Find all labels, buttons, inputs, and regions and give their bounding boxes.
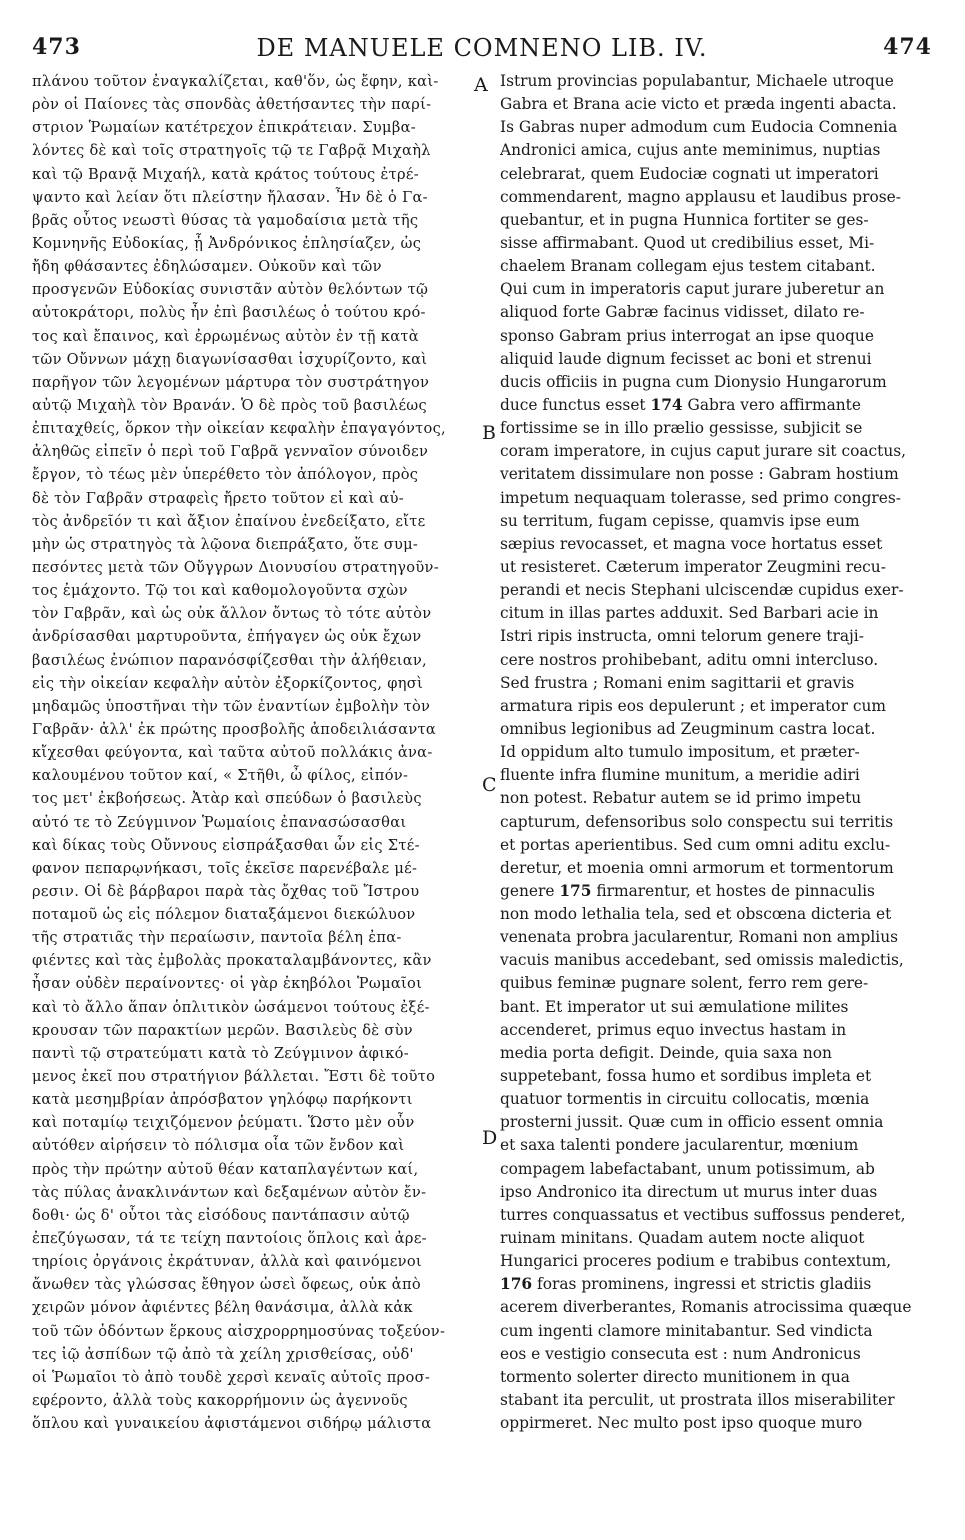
greek-text-line: μηδαμῶς ὑποστῆναι τὴν τῶν ἐναντίων ἐμβολὴν τὸν [32, 697, 431, 715]
latin-text-line: vacuis manibus accedebant, sed omissis maledictis, [500, 951, 904, 970]
latin-text-line: chaelem Branam collegam ejus testem citabant. [500, 257, 876, 276]
latin-text-line: aliquod forte Gabræ facinus vidisset, dilato re- [500, 303, 865, 322]
greek-text-line: δὲ τὸν Γαβρᾶν στραφεὶς ἤρετο τοῦτον εἰ καὶ αὐ- [32, 489, 404, 507]
page-number-right: 474 [883, 34, 932, 60]
latin-text-line: 176 foras prominens, ingressi et strictis gladiis [500, 1275, 872, 1294]
greek-text-line: καὶ τῷ Βρανᾷ Μιχαήλ, κατὰ κράτος τούτους ἐτρέ- [32, 165, 419, 183]
margin-marker-d: D [482, 1127, 498, 1149]
greek-text-line: χειρῶν μόνον ἀφιέντες βέλη θανάσιμα, ἀλλὰ κἀκ [32, 1299, 413, 1317]
greek-text-line: μενος ἐκεῖ που στρατήγιον βάλλεται. Ἔστι δὲ τοῦτο [32, 1068, 436, 1086]
latin-text-line: armatura ripis eos depulerunt ; et imperator cum [500, 696, 886, 715]
greek-text-line: αὐτοκράτορι, πολὺς ἦν ἐπὶ βασιλέως ὁ τούτου κρό- [32, 304, 426, 322]
latin-text-line: omnibus legionibus ad Zeugminum castra locat. [500, 719, 876, 738]
latin-text-line: non potest. Rebatur autem se id primo impetu [500, 789, 862, 808]
greek-text-line: κἴχεσθαι φεύγοντα, καὶ ταῦτα αὐτοῦ πολλάκις ἀνα- [32, 744, 433, 762]
latin-text-line: oppirmeret. Nec multo post ipso quoque muro [500, 1414, 863, 1433]
latin-text-line: compagem labefactabant, unum potissimum, ab [500, 1159, 875, 1178]
greek-text-line: ἦσαν οὐδὲν περαίνοντες· οἱ γὰρ ἐκηβόλοι Ῥωμαῖοι [32, 975, 423, 993]
latin-text-column [500, 70, 928, 1435]
latin-text-line: veritatem dissimulare non posse : Gabram hostium [500, 465, 899, 484]
latin-text-line: Gabra et Brana acie victo et præda ingenti abacta. [500, 95, 897, 114]
greek-text-line: αὐτῷ Μιχαὴλ τὸν Βρανάν. Ὁ δὲ πρὸς τοῦ βασιλέως [32, 396, 427, 414]
latin-text-line: suppetebant, fossa humo et sordibus impleta et [500, 1067, 872, 1086]
greek-text-line: ἀληθῶς εἰπεῖν ὁ περὶ τοῦ Γαβρᾶ γενναῖον σύνοιδεν [32, 443, 429, 461]
latin-text-line: quebantur, et in pugna Hunnica fortiter se ges- [500, 210, 869, 229]
greek-text-line: τῶν Οὔννων μάχῃ διαγωνίσασθαι ἰσχυρίζοντο, καὶ [32, 350, 428, 368]
latin-text-line: et portas aperientibus. Sed cum omni aditu exclu- [500, 835, 891, 854]
latin-text-line: prosterni jussit. Quæ cum in officio essent omnia [500, 1113, 884, 1132]
greek-text-line: ρὸν οἱ Παίονες τὰς σπονδὰς ἀθετήσαντες τὴν παρί- [32, 96, 432, 114]
latin-text-line: cum ingenti clamore minitabantur. Sed vindicta [500, 1321, 873, 1340]
greek-text-line: ἤδη φθάσαντες ἐδηλώσαμεν. Οὐκοῦν καὶ τῶν [32, 258, 382, 276]
greek-text-line: πρὸς τὴν πρώτην αὐτοῦ θέαν καταπλαγέντων καί, [32, 1160, 419, 1178]
greek-text-line: ἐπιταχθείς, ὅρκον τὴν οἰκείαν κεφαλὴν ἐπαγαγόντος, [32, 420, 446, 438]
margin-marker-b: B [482, 422, 496, 444]
greek-text-line: ρεσιν. Οἱ δὲ βάρβαροι παρὰ τὰς ὄχθας τοῦ Ἴστρου [32, 882, 420, 900]
greek-text-line: ἔργον, τὸ τέως μὲν ὑπερέθετο τὸν ἀπόλογον, πρὸς [32, 466, 419, 484]
greek-text-line: τες ἰῷ ἀσπίδων τῷ ἀπὸ τὰ χείλη χρισθείσας, οὐδ' [32, 1345, 414, 1363]
latin-text-line: ruinam minitans. Quadam autem nocte aliquot [500, 1229, 865, 1248]
latin-text-line: Is Gabras nuper admodum cum Eudocia Comnenia [500, 118, 898, 137]
greek-text-line: προσγενῶν Εὐδοκίας συνιστᾶν αὐτὸν θελόντων τῷ [32, 281, 429, 299]
greek-text-line: καὶ δίκας τοὺς Οὔννους εἰσπράξασθαι ὧν εἰς Στέ- [32, 836, 420, 854]
greek-text-line: μὴν ὡς στρατηγὸς τὰ λῷονα διεπράξατο, ὅτε συμ- [32, 535, 419, 553]
latin-text-line: fortissime se in illo prælio gessisse, subjicit se [500, 419, 863, 438]
latin-text-line: ducis officiis in pugna cum Dionysio Hungarorum [500, 372, 887, 391]
greek-text-line: στριον Ῥωμαίων κατέτρεχον ἐπικράτειαν. Συμβα- [32, 119, 416, 137]
latin-text-line: commendarent, magno applausu et laudibus prose- [500, 187, 901, 206]
margin-marker-a: A [474, 74, 488, 96]
greek-text-line: ὅπλου καὶ γυναικείου ἀφιστάμενοι σιδήρῳ μάλιστα [32, 1415, 432, 1433]
greek-text-line: αὐτό τε τὸ Ζεύγμινον Ῥωμαίοις ἐπανασώσασθαι [32, 813, 407, 831]
greek-text-line: ἄνωθεν τὰς γλώσσας ἔθηγον ὡσεὶ ὄφεως, οὐκ ἀπὸ [32, 1276, 421, 1294]
latin-text-line: media porta defigit. Deinde, quia saxa non [500, 1043, 832, 1062]
greek-text-line: καὶ ποταμίῳ τειχιζόμενον ῥεύματι. Ὥστο μὲν οὖν [32, 1114, 415, 1132]
greek-text-line: Κομνηνῆς Εὐδοκίας, ᾗ Ἀνδρόνικος ἐπλησίαζεν, ὡς [32, 234, 422, 252]
latin-text-line: et saxa talenti pondere jacularentur, mœnium [500, 1136, 859, 1155]
latin-text-line: Hungarici proceres podium e trabibus contextum, [500, 1252, 892, 1271]
latin-text-line: deretur, et moenia omni armorum et tormentorum [500, 858, 894, 877]
latin-text-line: stabant ita perculit, ut prostrata illos miserabiliter [500, 1391, 895, 1410]
page-header [32, 34, 932, 60]
latin-text-line: eos e vestigio consecuta est : num Andronicus [500, 1344, 861, 1363]
latin-text-line: turres conquassatus et vectibus suffossus penderet, [500, 1205, 906, 1224]
latin-text-line: duce functus esset 174 Gabra vero affirmante [500, 395, 861, 414]
section-number: 176 [500, 1275, 533, 1294]
greek-text-line: εἰς τὴν οἰκείαν κεφαλὴν αὐτὸν ἐξορκίζοντος, φησὶ [32, 674, 424, 692]
latin-text-line: celebrarat, quem Eudociæ cognati ut imperatori [500, 164, 879, 183]
greek-text-line: κρουσαν τῶν παρακτίων μερῶν. Βασιλεὺς δὲ σὺν [32, 1021, 413, 1039]
greek-text-line: οἱ Ῥωμαῖοι τὸ ἀπὸ τουδὲ χερσὶ κεναῖς αὐτοῖς προσ- [32, 1368, 431, 1386]
latin-text-line: perandi et necis Stephani ulciscendæ cupidus exer- [500, 581, 904, 600]
greek-text-line: παρῆγον τῶν λεγομένων μάρτυρα τὸν συστράτηγον [32, 373, 430, 391]
latin-text-line: citum in illas partes adduxit. Sed Barbari acie in [500, 604, 879, 623]
greek-text-line: τοῦ τῶν ὀδόντων ἕρκους αἰσχρορρημοσύνας τοξεύον- [32, 1322, 446, 1340]
greek-text-line: καλουμένου τοῦτον καί, « Στῆθι, ὦ φίλος, εἰπόν- [32, 767, 409, 785]
greek-text-line: τος ἐμάχοντο. Τῷ τοι καὶ καθομολογοῦντα σχὼν [32, 582, 408, 600]
latin-text-line: Andronici amica, cujus ante meminimus, nuptias [500, 141, 881, 160]
greek-text-line: βασιλέως ἐνώπιον παρανόσφίζεσθαι τὴν ἀλήθειαν, [32, 651, 427, 669]
greek-text-line: ἀνδρίσασθαι μαρτυροῦντα, ἐπήγαγεν ὡς οὐκ ἔχων [32, 628, 422, 646]
latin-text-line: fluente infra flumine munitum, a meridie adiri [500, 766, 860, 785]
latin-text-line: acerem diverberantes, Romanis atrocissima quæque [500, 1298, 912, 1317]
latin-text-line: genere 175 firmarentur, et hostes de pinnaculis [500, 881, 875, 900]
greek-text-line: ἐπεζύγωσαν, τά τε τείχη παντοίοις ὅπλοις καὶ ἀρε- [32, 1230, 427, 1248]
greek-text-line: τὸν Γαβρᾶν, καὶ ὡς οὐκ ἄλλον ὄντως τὸ τότε αὐτὸν [32, 605, 432, 623]
greek-text-line: εφέροντο, ἀλλὰ τοὺς κακορρήμονιν ὡς ἀγεννοῦς [32, 1392, 408, 1410]
latin-text-line: bant. Et imperator ut sui æmulatione milites [500, 997, 849, 1016]
greek-text-line: τὰς πύλας ἀνακλινάντων καὶ δεξαμένων αὐτὸν ἔν- [32, 1183, 427, 1201]
greek-text-line: τῆς στρατιᾶς τὴν περαίωσιν, παντοῖα βέλη ἐπα- [32, 929, 402, 947]
latin-text-line: ut resisteret. Cæterum imperator Zeugmini recu- [500, 557, 886, 576]
latin-text-line: cere nostros prohibebant, aditu omni intercluso. [500, 650, 879, 669]
margin-marker-c: C [482, 774, 497, 796]
latin-text-line: impetum nequaquam tolerasse, sed primo congres- [500, 488, 901, 507]
latin-text-line: venenata probra jacularentur, Romani non amplius [500, 928, 899, 947]
greek-text-line: λόντες δὲ καὶ τοῖς στρατηγοῖς τῷ τε Γαβρᾷ Μιχαὴλ [32, 142, 431, 160]
latin-text-line: Sed frustra ; Romani enim sagittarii et gravis [500, 673, 855, 692]
greek-text-line: φανον πεπαρῳνήκασι, τοῖς ἐκεῖσε παρενέβαλε μέ- [32, 859, 418, 877]
latin-text-line: Id oppidum alto tumulo impositum, et præter- [500, 743, 860, 762]
latin-text-line: Istrum provincias populabantur, Michaele utroque [500, 72, 894, 90]
latin-text-line: aliquid laude dignum fecisset ac boni et strenui [500, 349, 872, 368]
greek-text-column [32, 70, 472, 1435]
latin-text-line: tormento solerter directo munitionem in qua [500, 1367, 850, 1386]
latin-text-line: sæpius revocasset, et magna voce hortatus esset [500, 534, 883, 553]
greek-text-line: τος μετ' ἐκβοήσεως. Ἀτὰρ καὶ σπεύδων ὁ βασιλεὺς [32, 790, 422, 808]
greek-text-line: Γαβρᾶν· ἀλλ' ἐκ πρώτης προσβολῆς ἀποδειλιάσαντα [32, 720, 437, 738]
greek-text-line: τηρίοις ὀργάνοις ἐκράτυναν, ἀλλὰ καὶ φαινόμενοι [32, 1253, 422, 1271]
greek-text-line: βρᾶς οὗτος νεωστὶ θύσας τὰ γαμοδαίσια μετὰ τῆς [32, 211, 419, 229]
greek-text-line: δοθι· ὡς δ' οὗτοι τὰς εἰσόδους παντάπασιν αὐτῷ [32, 1206, 410, 1224]
latin-text-line: non modo lethalia tela, sed et obscœna dicteria et [500, 905, 892, 924]
latin-text-line: accenderet, primus equo invectus hastam in [500, 1020, 847, 1039]
greek-text-line: ποταμοῦ ὡς εἰς πόλεμον διαταξάμενοι διεκώλυον [32, 906, 416, 924]
greek-text-line: πλάνου τοῦτον ἐναγκαλίζεται, καθ'ὅν, ὡς ἔφην, καὶ- [32, 73, 439, 90]
greek-text-line: παντὶ τῷ στρατεύματι κατὰ τὸ Ζεύγμινον ἀφικό- [32, 1044, 409, 1062]
greek-text-line: κατὰ μεσημβρίαν ἀπρόσβατον γηλόφῳ παρήκοντι [32, 1091, 413, 1109]
latin-text-line: ipso Andronico ita directum ut murus inter duas [500, 1182, 878, 1201]
latin-text-line: Qui cum in imperatoris caput jurare juberetur an [500, 280, 885, 299]
greek-text-line: τὸς ἀνδρεῖόν τι καὶ ἄξιον ἐπαίνου ἐνεδείξατο, εἴτε [32, 512, 426, 530]
section-number: 175 [559, 881, 592, 900]
latin-text-line: quatuor tormentis in circuitu collocatis, mœnia [500, 1090, 870, 1109]
greek-text-line: καὶ τὸ ἄλλο ἅπαν ὁπλιτικὸν ὠσάμενοι τούτους ἐξέ- [32, 998, 430, 1016]
running-title: DE MANUELE COMNENO LIB. IV. [256, 34, 708, 62]
latin-text-line: capturum, defensoribus solo conspectu sui territis [500, 812, 894, 831]
latin-text-line: coram imperatore, in cujus caput jurare sit coactus, [500, 442, 907, 461]
latin-text-line: sponso Gabram prius interrogat an ipse quoque [500, 326, 874, 345]
latin-text-line: sisse affirmabant. Quod ut credibilius esset, Mi- [500, 233, 875, 252]
greek-text-line: ψαντο καὶ λείαν ὅτι πλείστην ἤλασαν. Ἦν δὲ ὁ Γα- [32, 188, 428, 206]
latin-text-line: quibus feminæ pugnare solent, ferro rem gere- [500, 974, 869, 993]
latin-text-line: su territum, fugam cepisse, quamvis ipse eum [500, 511, 860, 530]
greek-text-line: πεσόντες μετὰ τῶν Οὔγγρων Διονυσίου στρατηγοῦν- [32, 558, 439, 576]
section-number: 174 [650, 395, 683, 414]
latin-text-line: Istri ripis instructa, omni telorum genere traji- [500, 627, 864, 646]
greek-text-line: τος καὶ ἔπαινος, καὶ ἐρρωμένως αὐτὸν ἐν τῇ κατὰ [32, 327, 419, 345]
page-number-left: 473 [32, 34, 81, 60]
greek-text-line: φιέντες καὶ τὰς ἐμβολὰς προκαταλαμβάνοντες, κἂν [32, 952, 432, 970]
greek-text-line: αὐτόθεν αἱρήσειν τὸ πόλισμα οἷα τῶν ἔνδον καὶ [32, 1137, 405, 1155]
